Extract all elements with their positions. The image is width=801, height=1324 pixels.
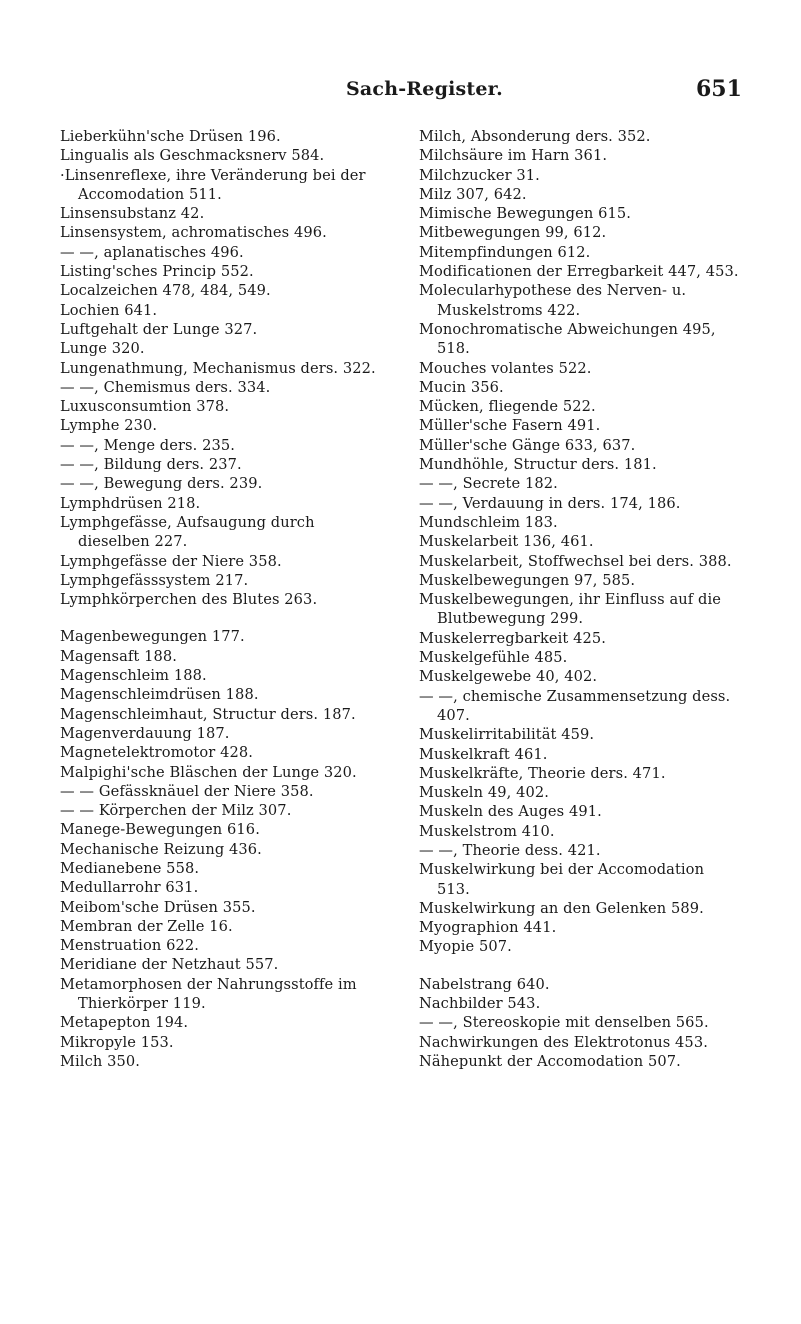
index-entry: Luxusconsumtion 378.: [60, 398, 230, 416]
index-entry: — —, aplanatisches 496.: [60, 243, 244, 261]
index-entry: Muskelwirkung an den Gelenken 589.: [419, 899, 704, 917]
index-entry: Meridiane der Netzhaut 557.: [60, 956, 279, 974]
index-entry: — —, Bewegung ders. 239.: [60, 475, 263, 493]
index-entry: Lymphe 230.: [60, 417, 158, 435]
index-entry: — —, Stereoskopie mit denselben 565.: [419, 1014, 709, 1032]
index-entry: Lymphgefässe, Aufsaugung durch dieselben 227.: [60, 513, 315, 551]
index-entry: Localzeichen 478, 484, 549.: [60, 282, 271, 300]
index-entry: Nähepunkt der Accomodation 507.: [419, 1052, 681, 1070]
index-entry: Muskelarbeit, Stoffwechsel bei ders. 388.: [419, 552, 732, 570]
index-entry: Muskelwirkung bei der Accomodation 513.: [419, 861, 705, 898]
index-entry: Myographion 441.: [419, 919, 557, 937]
index-entry: Milch, Absonderung ders. 352.: [419, 128, 651, 145]
running-title: Sach-Register.: [346, 78, 503, 100]
letter-group-gap: [60, 609, 388, 627]
index-entry: Muskelerregbarkeit 425.: [419, 629, 607, 647]
index-entry: Meibom'sche Drüsen 355.: [60, 898, 256, 916]
index-entry: Mimische Bewegungen 615.: [419, 205, 631, 223]
index-group-m: [60, 627, 388, 1071]
index-entry: Linsensystem, achromatisches 496.: [60, 224, 327, 242]
index-entry: Mechanische Reizung 436.: [60, 840, 262, 858]
index-entry: Magenverdauung 187.: [60, 724, 230, 742]
index-entry: Muskelbewegungen, ihr Einfluss auf die Blutbewegung 299.: [419, 591, 721, 628]
index-entry: Mundschleim 183.: [419, 513, 558, 531]
index-entry: — —, Verdauung in ders. 174, 186.: [419, 494, 681, 512]
index-entry: Lungenathmung, Mechanismus ders. 322.: [60, 359, 376, 377]
index-entry: Muskeln 49, 402.: [419, 784, 549, 802]
index-entry: Muskelgewebe 40, 402.: [419, 668, 598, 686]
index-entry: Milchzucker 31.: [419, 166, 540, 184]
index-entry: Listing'sches Princip 552.: [60, 263, 254, 281]
index-entry: Mikropyle 153.: [60, 1033, 174, 1051]
index-entry: Milz 307, 642.: [419, 185, 527, 203]
index-entry: Linsensubstanz 42.: [60, 205, 205, 223]
index-entry: Lochien 641.: [60, 301, 158, 319]
page-number: 651: [696, 76, 742, 102]
index-entry: Menstruation 622.: [60, 937, 199, 955]
index-entry: Mitempfindungen 612.: [419, 243, 591, 261]
index-entry: Lymphkörperchen des Blutes 263.: [60, 591, 318, 609]
index-entry: Müller'sche Gänge 633, 637.: [419, 436, 636, 454]
index-entry: — —, Theorie dess. 421.: [419, 841, 601, 859]
index-entry: Membran der Zelle 16.: [60, 917, 233, 935]
index-entry: Müller'sche Fasern 491.: [419, 417, 601, 435]
index-entry: Lingualis als Geschmacksnerv 584.: [60, 147, 325, 165]
index-entry: Magenschleim 188.: [60, 667, 207, 685]
index-entry: Mouches volantes 522.: [419, 359, 592, 377]
index-entry: Muskelarbeit 136, 461.: [419, 533, 594, 551]
index-entry: Milchsäure im Harn 361.: [419, 147, 608, 165]
index-entry: Lymphgefässe der Niere 358.: [60, 552, 282, 570]
index-entry: — — Körperchen der Milz 307.: [60, 802, 292, 820]
right-index-column: [419, 127, 741, 1071]
index-entry: Magenschleimhaut, Structur ders. 187.: [60, 705, 356, 723]
index-entry: — —, Menge ders. 235.: [60, 436, 236, 454]
index-entry: Muskeln des Auges 491.: [419, 803, 602, 821]
index-entry: — —, Secrete 182.: [419, 475, 558, 493]
index-entry: Muskelirritabilität 459.: [419, 726, 595, 744]
index-group-n: [419, 975, 741, 1071]
index-entry: Muskelstrom 410.: [419, 822, 555, 840]
index-entry: Lunge 320.: [60, 340, 145, 358]
index-entry: Muskelkräfte, Theorie ders. 471.: [419, 764, 666, 782]
index-entry: Molecularhypothese des Nerven- u. Muskelstroms 422.: [419, 282, 687, 319]
index-entry: Nachwirkungen des Elektrotonus 453.: [419, 1033, 708, 1051]
index-entry: Magenschleimdrüsen 188.: [60, 686, 259, 704]
index-entry: Mücken, fliegende 522.: [419, 398, 596, 416]
index-group-l: [60, 127, 388, 609]
index-entry: — —, Chemismus ders. 334.: [60, 378, 271, 396]
left-index-column: [60, 127, 388, 1071]
index-entry: ·Linsenreflexe, ihre Veränderung bei der Accomodation 511.: [60, 166, 366, 203]
index-entry: Nachbilder 543.: [419, 995, 541, 1013]
index-entry: Metamorphosen der Nahrungsstoffe im Thierkörper 119.: [60, 975, 357, 1013]
index-entry: Medianebene 558.: [60, 859, 200, 877]
index-entry: Manege-Bewegungen 616.: [60, 821, 260, 839]
index-entry: Mitbewegungen 99, 612.: [419, 224, 607, 242]
index-entry: Luftgehalt der Lunge 327.: [60, 320, 258, 338]
index-entry: Muskelkraft 461.: [419, 745, 548, 763]
index-entry: Modificationen der Erregbarkeit 447, 453.: [419, 263, 739, 281]
index-entry: Lymphdrüsen 218.: [60, 494, 201, 512]
index-entry: — —, chemische Zusammensetzung dess. 407.: [419, 687, 731, 724]
index-entry: Metapepton 194.: [60, 1014, 189, 1032]
index-entry: Monochromatische Abweichungen 495, 518.: [419, 320, 716, 358]
index-entry: — —, Bildung ders. 237.: [60, 456, 242, 474]
index-entry: Myopie 507.: [419, 938, 512, 956]
index-entry: Magenbewegungen 177.: [60, 628, 245, 646]
index-entry: Milch 350.: [60, 1052, 140, 1070]
index-entry: Mundhöhle, Structur ders. 181.: [419, 456, 657, 474]
index-entry: Medullarrohr 631.: [60, 879, 199, 897]
index-entry: — — Gefässknäuel der Niere 358.: [60, 782, 314, 800]
index-entry: Mucin 356.: [419, 378, 504, 396]
index-entry: Muskelbewegungen 97, 585.: [419, 571, 636, 589]
letter-group-gap: [419, 957, 741, 975]
index-entry: Malpighi'sche Bläschen der Lunge 320.: [60, 763, 357, 781]
index-entry: Magensaft 188.: [60, 647, 178, 665]
index-entry: Lieberkühn'sche Drüsen 196.: [60, 128, 281, 145]
index-entry: Lymphgefässsystem 217.: [60, 571, 249, 589]
page-header: [0, 78, 801, 108]
index-entry: Muskelgefühle 485.: [419, 649, 568, 667]
index-group-m-cont: [419, 127, 741, 957]
index-entry: Magnetelektromotor 428.: [60, 744, 253, 762]
index-entry: Nabelstrang 640.: [419, 975, 550, 993]
